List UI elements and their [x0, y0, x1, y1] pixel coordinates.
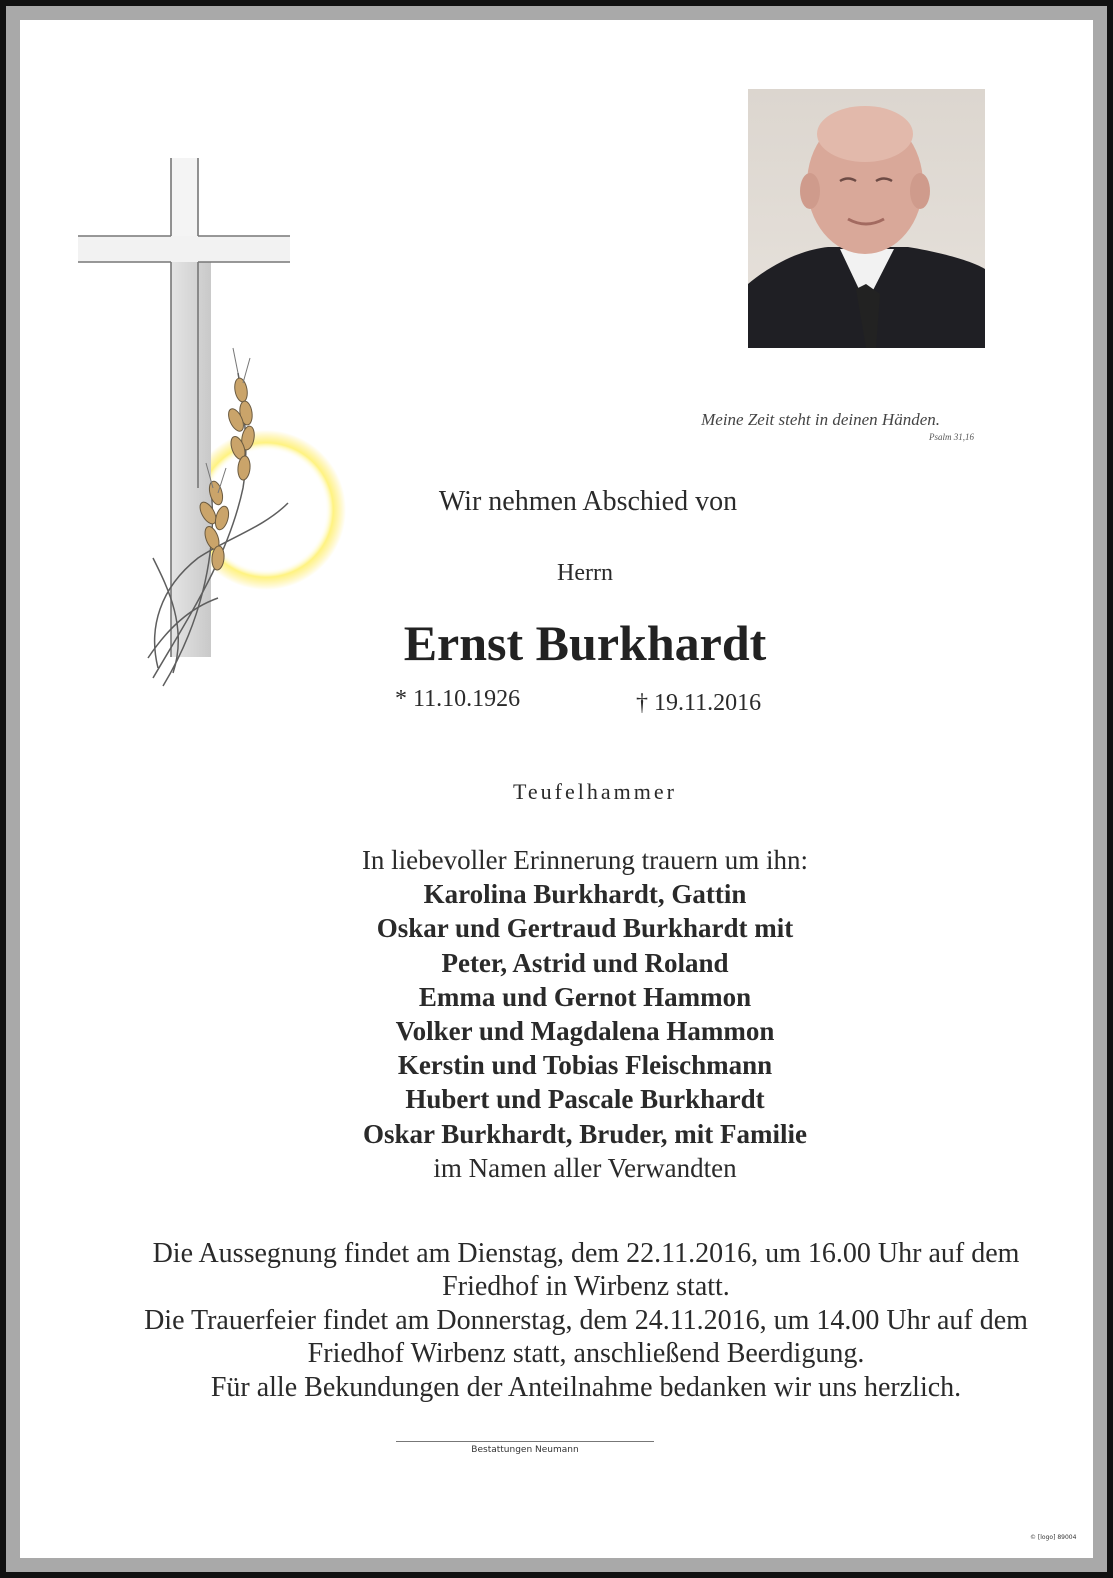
copyright-mark: © [logo] 89004 — [1030, 1534, 1077, 1541]
deceased-name: Ernst Burkhardt — [403, 615, 767, 671]
hometown: Teufelhammer — [513, 779, 677, 804]
verse-reference: Psalm 31,16 — [929, 432, 974, 442]
service-details — [80, 1237, 1092, 1404]
mourners-closing: im Namen aller Verwandten — [433, 1152, 737, 1183]
intro-text: Wir nehmen Abschied von — [438, 486, 738, 517]
mourner-name: Kerstin und Tobias Fleischmann — [397, 1050, 773, 1081]
funeral-home: Bestattungen Neumann — [471, 1445, 579, 1455]
mourner-name: Volker und Magdalena Hammon — [395, 1016, 775, 1047]
birth-date: * 11.10.1926 — [395, 686, 521, 712]
service-line: Die Trauerfeier findet am Donnerstag, dem 24.11.2016, um 14.00 Uhr auf dem — [144, 1304, 1028, 1336]
salutation: Herrn — [557, 560, 613, 586]
mourner-name: Oskar Burkhardt, Bruder, mit Familie — [362, 1118, 808, 1149]
mourner-name: Oskar und Gertraud Burkhardt mit — [376, 913, 794, 944]
mourner-name: Peter, Astrid und Roland — [441, 947, 729, 978]
death-date: † 19.11.2016 — [636, 690, 762, 716]
bible-verse: Meine Zeit steht in deinen Händen. — [701, 410, 940, 429]
service-line: Für alle Bekundungen der Anteilnahme bedanken wir uns herzlich. — [210, 1371, 962, 1403]
cross-wheat-emblem — [78, 158, 348, 693]
mourner-name: Emma und Gernot Hammon — [418, 981, 752, 1012]
portrait-photo — [748, 89, 985, 348]
mourner-name: Karolina Burkhardt, Gattin — [423, 879, 747, 910]
mourners-lead: In liebevoller Erinnerung trauern um ihn: — [361, 845, 809, 875]
service-line: Friedhof in Wirbenz statt. — [442, 1271, 730, 1303]
service-line: Die Aussegnung findet am Dienstag, dem 22.11.2016, um 16.00 Uhr auf dem — [152, 1238, 1020, 1269]
signature-rule — [396, 1441, 654, 1442]
mourners-list — [200, 843, 970, 1185]
mourner-name: Hubert und Pascale Burkhardt — [405, 1084, 765, 1115]
service-line: Friedhof Wirbenz statt, anschließend Beerdigung. — [307, 1338, 865, 1370]
